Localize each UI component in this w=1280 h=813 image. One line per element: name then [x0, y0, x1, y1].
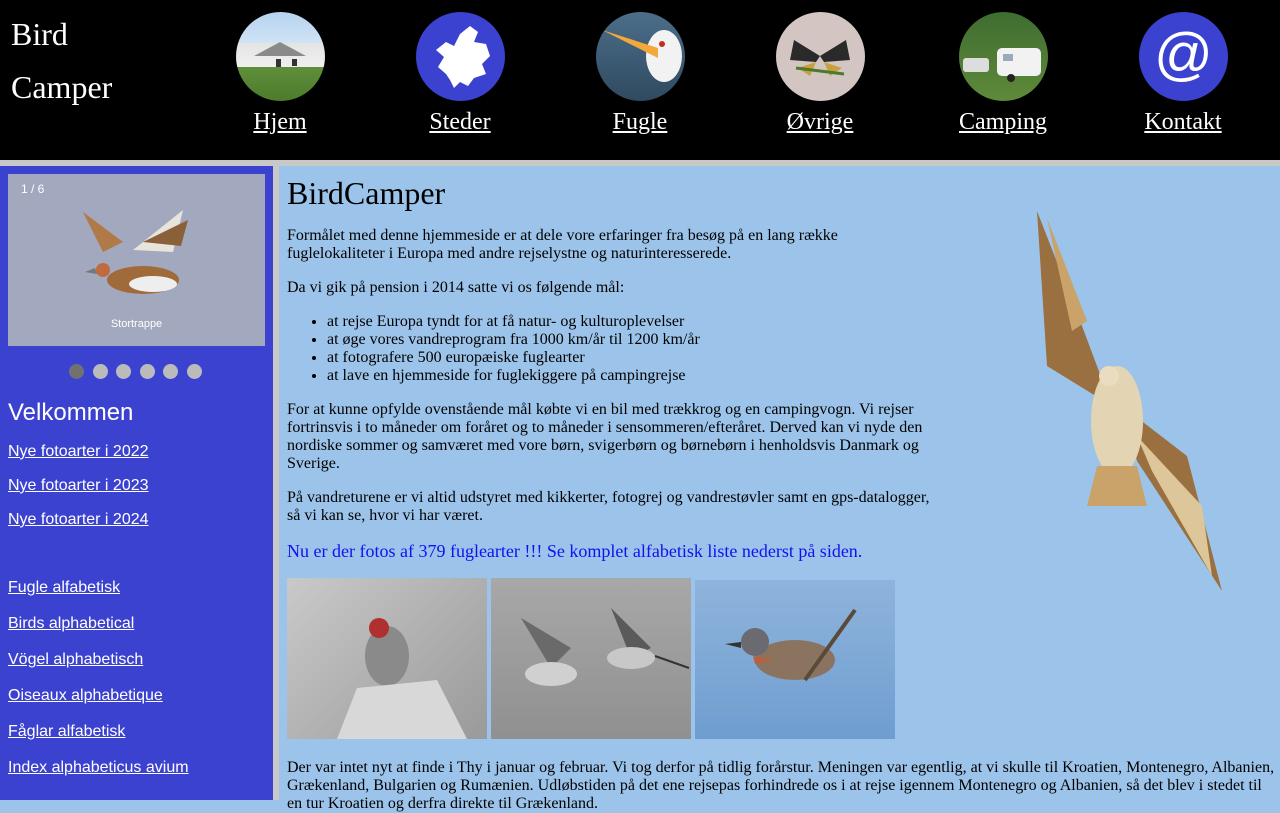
- nav-item-ovrige[interactable]: [750, 12, 890, 136]
- redshank-photo[interactable]: [491, 578, 691, 739]
- travel-paragraph: For at kunne opfylde ovenstående mål købte vi en bil med trækkrog og en campingvogn. Vi rejser fortrinsvis i to måneder om foråret og to måneder i sensommeren/efteråret. Derved kan vi nyde den nordiske sommer og samværet med vore børn, svigerbørn og børnebørn i henholdsvis Danmark og Sverige.: [287, 401, 923, 472]
- link-birds-swedish[interactable]: Fåglar alfabetisk: [8, 723, 126, 740]
- partridge-photo[interactable]: [287, 578, 487, 739]
- link-new-species-2022[interactable]: Nye fotoarter i 2022: [8, 443, 149, 460]
- nav-item-steder[interactable]: [390, 12, 530, 136]
- nav-item-fugle[interactable]: [570, 12, 710, 136]
- link-birds-english[interactable]: Birds alphabetical: [8, 615, 135, 632]
- welcome-heading: Velkommen: [8, 399, 134, 426]
- link-birds-french[interactable]: Oiseaux alphabetique: [8, 687, 163, 704]
- butterfly-photo-icon[interactable]: [776, 12, 865, 101]
- goal-item: • at rejse Europa tyndt for at få natur- og kulturoplevelser: [327, 313, 700, 331]
- svg-text:@: @: [1153, 22, 1213, 87]
- slide-dot-5[interactable]: [163, 364, 178, 379]
- at-sign-icon[interactable]: [1139, 12, 1228, 101]
- nav-item-hjem[interactable]: [210, 12, 350, 136]
- sidebar: [0, 166, 273, 800]
- intro-paragraph: Formålet med denne hjemmeside er at dele vore erfaringer fra besøg på en lang række fuglelokaliteter i Europa med andre rejselystne og naturinteresserede.: [287, 227, 838, 262]
- caravan-photo-icon[interactable]: [959, 12, 1048, 101]
- slideshow[interactable]: [8, 174, 265, 346]
- nav-label-fugle[interactable]: Fugle: [612, 109, 668, 135]
- nav-item-kontakt[interactable]: [1113, 12, 1253, 136]
- link-birds-german[interactable]: Vögel alphabetisch: [8, 651, 144, 668]
- slideshow-dots: [69, 364, 210, 384]
- warbler-photo[interactable]: [695, 580, 895, 739]
- top-navigation-bar: [0, 0, 1280, 160]
- trip-report-paragraph: Der var intet nyt at finde i Thy i januar og februar. Vi tog derfor på tidlig forårstur. Meningen var egentlig, at vi skulle til Kroatien, Montenegro, Albanien, Grækenland, Bulgarien og Rumænien. Udløbstiden på det ene rejsepas forhindrede os i at rejse igennem Montenegro og Albanien, så det blev i stedet til en tur Kroatien og derfra direkte til Grækenland.: [287, 759, 1275, 812]
- link-birds-latin[interactable]: Index alphabeticus avium: [8, 759, 189, 776]
- slide-dot-2[interactable]: [93, 364, 108, 379]
- europe-map-icon[interactable]: [416, 12, 505, 101]
- nav-item-camping[interactable]: [933, 12, 1073, 136]
- nav-label-kontakt[interactable]: Kontakt: [1144, 109, 1222, 135]
- slide-dot-6[interactable]: [187, 364, 202, 379]
- slide-dot-1[interactable]: [69, 364, 84, 379]
- nav-label-hjem[interactable]: Hjem: [253, 109, 307, 135]
- site-logo[interactable]: [11, 8, 112, 114]
- slide-dot-3[interactable]: [116, 364, 131, 379]
- house-photo-icon[interactable]: [236, 12, 325, 101]
- eagle-bird-image: [987, 206, 1237, 606]
- goal-item: • at øge vores vandreprogram fra 1000 km/år til 1200 km/år: [327, 331, 700, 349]
- goal-item: • at lave en hjemmeside for fuglekiggere på campingrejse: [327, 367, 700, 385]
- link-birds-danish[interactable]: Fugle alfabetisk: [8, 579, 121, 596]
- logo-line-2: Camper: [11, 69, 113, 105]
- sidebar-divider: [273, 166, 279, 800]
- goal-item: • at fotografere 500 europæiske fuglearter: [327, 349, 700, 367]
- goals-intro: Da vi gik på pension i 2014 satte vi os følgende mål:: [287, 279, 625, 296]
- nav-label-steder[interactable]: Steder: [429, 109, 491, 135]
- bustard-bird-image: [63, 202, 203, 302]
- nav-label-ovrige[interactable]: Øvrige: [786, 109, 854, 135]
- gear-paragraph: På vandreturene er vi altid udstyret med kikkerter, fotogrej og vandrestøvler samt en gps-datalogger, så vi kan se, hvor vi har været.: [287, 489, 930, 524]
- goals-list: [287, 313, 700, 385]
- nav-label-camping[interactable]: Camping: [959, 109, 1047, 135]
- page-title: BirdCamper: [287, 175, 446, 211]
- species-count-notice: Nu er der fotos af 379 fuglearter !!! Se komplet alfabetisk liste nederst på siden.: [287, 541, 863, 561]
- slide-counter: 1 / 6: [21, 182, 45, 196]
- link-new-species-2023[interactable]: Nye fotoarter i 2023: [8, 477, 149, 494]
- logo-line-1: Bird: [11, 16, 68, 52]
- link-new-species-2024[interactable]: Nye fotoarter i 2024: [8, 511, 149, 528]
- pelican-photo-icon[interactable]: [596, 12, 685, 101]
- slide-dot-4[interactable]: [140, 364, 155, 379]
- slide-caption: Stortrappe: [110, 318, 163, 330]
